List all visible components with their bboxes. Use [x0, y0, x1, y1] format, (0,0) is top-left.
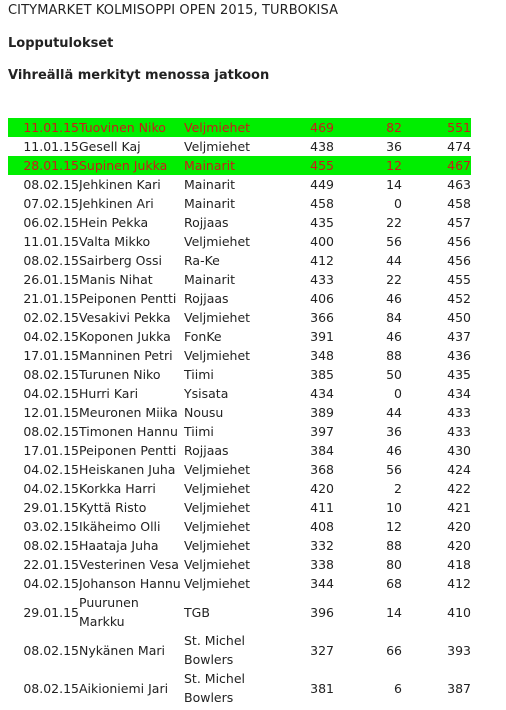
date-cell: 08.02.15 — [23, 680, 79, 696]
table-row — [8, 517, 471, 536]
total-cell: 435 — [447, 367, 471, 382]
handicap-cell: 2 — [394, 481, 402, 496]
club-cell: Ra-Ke — [184, 253, 220, 268]
player-name-cell: Jehkinen Kari — [79, 177, 161, 192]
handicap-cell: 84 — [386, 310, 402, 325]
table-row — [8, 536, 471, 555]
club-cell: Tiimi — [184, 424, 214, 439]
handicap-cell: 44 — [386, 253, 402, 268]
club-cell: Veljmiehet — [184, 139, 251, 154]
player-name-cell: Timonen Hannu — [79, 424, 178, 439]
table-row — [8, 118, 471, 137]
table-row — [8, 175, 471, 194]
club-cell: Mainarit — [184, 272, 236, 287]
player-name-cell: Kyttä Risto — [79, 500, 147, 515]
player-name-cell: Johanson Hannu — [79, 576, 181, 591]
page-title: CITYMARKET KOLMISOPPI OPEN 2015, TURBOKISA — [8, 3, 339, 18]
club-cell: Rojjaas — [184, 291, 229, 306]
total-cell: 420 — [447, 538, 471, 553]
date-cell: 04.02.15 — [23, 576, 79, 591]
total-cell: 436 — [447, 348, 471, 363]
club-cell: St. Michel Bowlers — [184, 671, 245, 705]
handicap-cell: 56 — [386, 462, 402, 477]
date-cell: 12.01.15 — [23, 405, 79, 420]
player-name-cell: Hurri Kari — [79, 386, 139, 401]
handicap-cell: 88 — [386, 538, 402, 553]
total-cell: 551 — [402, 118, 471, 137]
player-name-cell: Peiponen Pentti — [79, 443, 177, 458]
table-row — [8, 498, 471, 517]
results-table-body — [8, 118, 471, 707]
date-cell: 28.01.15 — [8, 156, 79, 175]
player-name-cell: Gesell Kaj — [79, 139, 141, 154]
score-cell: 368 — [310, 462, 334, 477]
table-row — [8, 156, 471, 175]
table-row — [8, 232, 471, 251]
handicap-cell: 22 — [386, 272, 402, 287]
score-cell: 385 — [310, 367, 334, 382]
score-cell: 391 — [310, 329, 334, 344]
score-cell: 384 — [310, 443, 334, 458]
date-cell: 08.02.15 — [23, 642, 79, 658]
handicap-cell: 12 — [386, 519, 402, 534]
score-cell: 366 — [310, 310, 334, 325]
player-name-cell: Heiskanen Juha — [79, 462, 176, 477]
score-cell: 406 — [310, 291, 334, 306]
club-cell: Veljmiehet — [184, 576, 251, 591]
total-cell: 422 — [447, 481, 471, 496]
table-row — [8, 422, 471, 441]
score-cell: 434 — [310, 386, 334, 401]
club-cell: Rojjaas — [184, 443, 229, 458]
handicap-cell: 80 — [386, 557, 402, 572]
score-cell: 455 — [264, 156, 334, 175]
club-cell: Veljmiehet — [184, 462, 251, 477]
player-name-cell: Manninen Petri — [79, 348, 173, 363]
date-cell: 08.02.15 — [23, 538, 79, 553]
player-name-cell: Manis Nihat — [79, 272, 153, 287]
club-cell: Veljmiehet — [184, 519, 251, 534]
total-cell: 474 — [447, 139, 471, 154]
table-row — [8, 593, 471, 631]
player-name-cell: Peiponen Pentti — [79, 291, 177, 306]
player-name-cell: Aikioniemi Jari — [79, 680, 169, 696]
score-cell: 449 — [310, 177, 334, 192]
club-cell: Ysisata — [184, 386, 229, 401]
score-cell: 411 — [310, 500, 334, 515]
total-cell: 412 — [447, 576, 471, 591]
player-name-cell: Vesakivi Pekka — [79, 310, 171, 325]
table-row — [8, 555, 471, 574]
total-cell: 433 — [447, 424, 471, 439]
date-cell: 04.02.15 — [23, 481, 79, 496]
date-cell: 08.02.15 — [23, 367, 79, 382]
date-cell: 04.02.15 — [23, 462, 79, 477]
handicap-cell: 44 — [386, 405, 402, 420]
handicap-cell: 66 — [386, 642, 402, 658]
total-cell: 418 — [447, 557, 471, 572]
club-cell: Tiimi — [184, 367, 214, 382]
score-cell: 348 — [310, 348, 334, 363]
player-name-cell: Turunen Niko — [79, 367, 161, 382]
date-cell: 08.02.15 — [23, 424, 79, 439]
total-cell: 457 — [447, 215, 471, 230]
table-row — [8, 441, 471, 460]
club-cell: Nousu — [184, 405, 224, 420]
date-cell: 26.01.15 — [23, 272, 79, 287]
club-cell: Veljmiehet — [184, 118, 264, 137]
date-cell: 03.02.15 — [23, 519, 79, 534]
table-row — [8, 403, 471, 422]
club-cell: Rojjaas — [184, 215, 229, 230]
handicap-cell: 88 — [386, 348, 402, 363]
club-cell: Veljmiehet — [184, 500, 251, 515]
club-cell: FonKe — [184, 329, 222, 344]
player-name-cell: Tuovinen Niko — [79, 118, 184, 137]
table-row — [8, 213, 471, 232]
total-cell: 387 — [447, 680, 471, 696]
score-cell: 458 — [310, 196, 334, 211]
player-name-cell: Jehkinen Ari — [79, 196, 154, 211]
score-cell: 327 — [310, 642, 334, 658]
total-cell: 430 — [447, 443, 471, 458]
table-row — [8, 346, 471, 365]
score-cell: 396 — [310, 604, 334, 620]
club-cell: Veljmiehet — [184, 310, 251, 325]
score-cell: 344 — [310, 576, 334, 591]
date-cell: 08.02.15 — [23, 253, 79, 268]
handicap-cell: 56 — [386, 234, 402, 249]
table-row — [8, 289, 471, 308]
table-row — [8, 669, 471, 707]
score-cell: 400 — [310, 234, 334, 249]
table-row — [8, 270, 471, 289]
club-cell: Veljmiehet — [184, 538, 251, 553]
date-cell: 07.02.15 — [23, 196, 79, 211]
handicap-cell: 6 — [394, 680, 402, 696]
date-cell: 21.01.15 — [23, 291, 79, 306]
date-cell: 29.01.15 — [23, 500, 79, 515]
total-cell: 456 — [447, 253, 471, 268]
player-name-cell: Nykänen Mari — [79, 642, 165, 658]
club-cell: Mainarit — [184, 156, 264, 175]
total-cell: 410 — [447, 604, 471, 620]
table-row — [8, 327, 471, 346]
handicap-cell: 14 — [386, 177, 402, 192]
results-table — [8, 118, 471, 707]
table-row — [8, 384, 471, 403]
date-cell: 22.01.15 — [23, 557, 79, 572]
player-name-cell: Ikäheimo Olli — [79, 519, 161, 534]
score-cell: 338 — [310, 557, 334, 572]
date-cell: 11.01.15 — [23, 139, 79, 154]
total-cell: 458 — [447, 196, 471, 211]
table-row — [8, 251, 471, 270]
date-cell: 06.02.15 — [23, 215, 79, 230]
score-cell: 408 — [310, 519, 334, 534]
date-cell: 29.01.15 — [23, 604, 79, 620]
score-cell: 420 — [310, 481, 334, 496]
date-cell: 04.02.15 — [23, 329, 79, 344]
handicap-cell: 68 — [386, 576, 402, 591]
total-cell: 450 — [447, 310, 471, 325]
date-cell: 17.01.15 — [23, 348, 79, 363]
total-cell: 452 — [447, 291, 471, 306]
date-cell: 02.02.15 — [23, 310, 79, 325]
handicap-cell: 46 — [386, 443, 402, 458]
total-cell: 456 — [447, 234, 471, 249]
player-name-cell: Korkka Harri — [79, 481, 156, 496]
date-cell: 11.01.15 — [8, 118, 79, 137]
club-cell: Veljmiehet — [184, 234, 251, 249]
table-row — [8, 574, 471, 593]
club-cell: Mainarit — [184, 177, 236, 192]
table-row — [8, 137, 471, 156]
total-cell: 433 — [447, 405, 471, 420]
total-cell: 463 — [447, 177, 471, 192]
handicap-cell: 82 — [334, 118, 402, 137]
score-cell: 332 — [310, 538, 334, 553]
player-name-cell: Meuronen Miika — [79, 405, 178, 420]
player-name-cell: Haataja Juha — [79, 538, 159, 553]
club-cell: St. Michel Bowlers — [184, 633, 245, 667]
table-row — [8, 194, 471, 213]
total-cell: 420 — [447, 519, 471, 534]
advancing-note: Vihreällä merkityt menossa jatkoon — [8, 68, 270, 83]
handicap-cell: 14 — [386, 604, 402, 620]
score-cell: 435 — [310, 215, 334, 230]
club-cell: Veljmiehet — [184, 481, 251, 496]
score-cell: 389 — [310, 405, 334, 420]
handicap-cell: 22 — [386, 215, 402, 230]
score-cell: 397 — [310, 424, 334, 439]
club-cell: Veljmiehet — [184, 557, 251, 572]
player-name-cell: Valta Mikko — [79, 234, 151, 249]
score-cell: 433 — [310, 272, 334, 287]
results-heading: Lopputulokset — [8, 36, 114, 51]
handicap-cell: 0 — [394, 386, 402, 401]
club-cell: Veljmiehet — [184, 348, 251, 363]
player-name-cell: Hein Pekka — [79, 215, 149, 230]
score-cell: 381 — [310, 680, 334, 696]
total-cell: 455 — [447, 272, 471, 287]
date-cell: 08.02.15 — [23, 177, 79, 192]
handicap-cell: 36 — [386, 424, 402, 439]
table-row — [8, 308, 471, 327]
table-row — [8, 460, 471, 479]
table-row — [8, 631, 471, 669]
player-name-cell: Koponen Jukka — [79, 329, 171, 344]
date-cell: 11.01.15 — [23, 234, 79, 249]
player-name-cell: Supinen Jukka — [79, 156, 184, 175]
handicap-cell: 46 — [386, 329, 402, 344]
player-name-cell: Vesterinen Vesa — [79, 557, 179, 572]
total-cell: 434 — [447, 386, 471, 401]
date-cell: 17.01.15 — [23, 443, 79, 458]
total-cell: 424 — [447, 462, 471, 477]
handicap-cell: 10 — [386, 500, 402, 515]
handicap-cell: 46 — [386, 291, 402, 306]
score-cell: 412 — [310, 253, 334, 268]
total-cell: 421 — [447, 500, 471, 515]
handicap-cell: 12 — [334, 156, 402, 175]
total-cell: 437 — [447, 329, 471, 344]
total-cell: 467 — [402, 156, 471, 175]
table-row — [8, 479, 471, 498]
club-cell: TGB — [184, 604, 210, 620]
player-name-cell: Puurunen Markku — [79, 595, 139, 629]
score-cell: 469 — [264, 118, 334, 137]
date-cell: 04.02.15 — [23, 386, 79, 401]
club-cell: Mainarit — [184, 196, 236, 211]
total-cell: 393 — [447, 642, 471, 658]
handicap-cell: 36 — [386, 139, 402, 154]
handicap-cell: 0 — [394, 196, 402, 211]
handicap-cell: 50 — [386, 367, 402, 382]
table-row — [8, 365, 471, 384]
score-cell: 438 — [310, 139, 334, 154]
player-name-cell: Sairberg Ossi — [79, 253, 162, 268]
